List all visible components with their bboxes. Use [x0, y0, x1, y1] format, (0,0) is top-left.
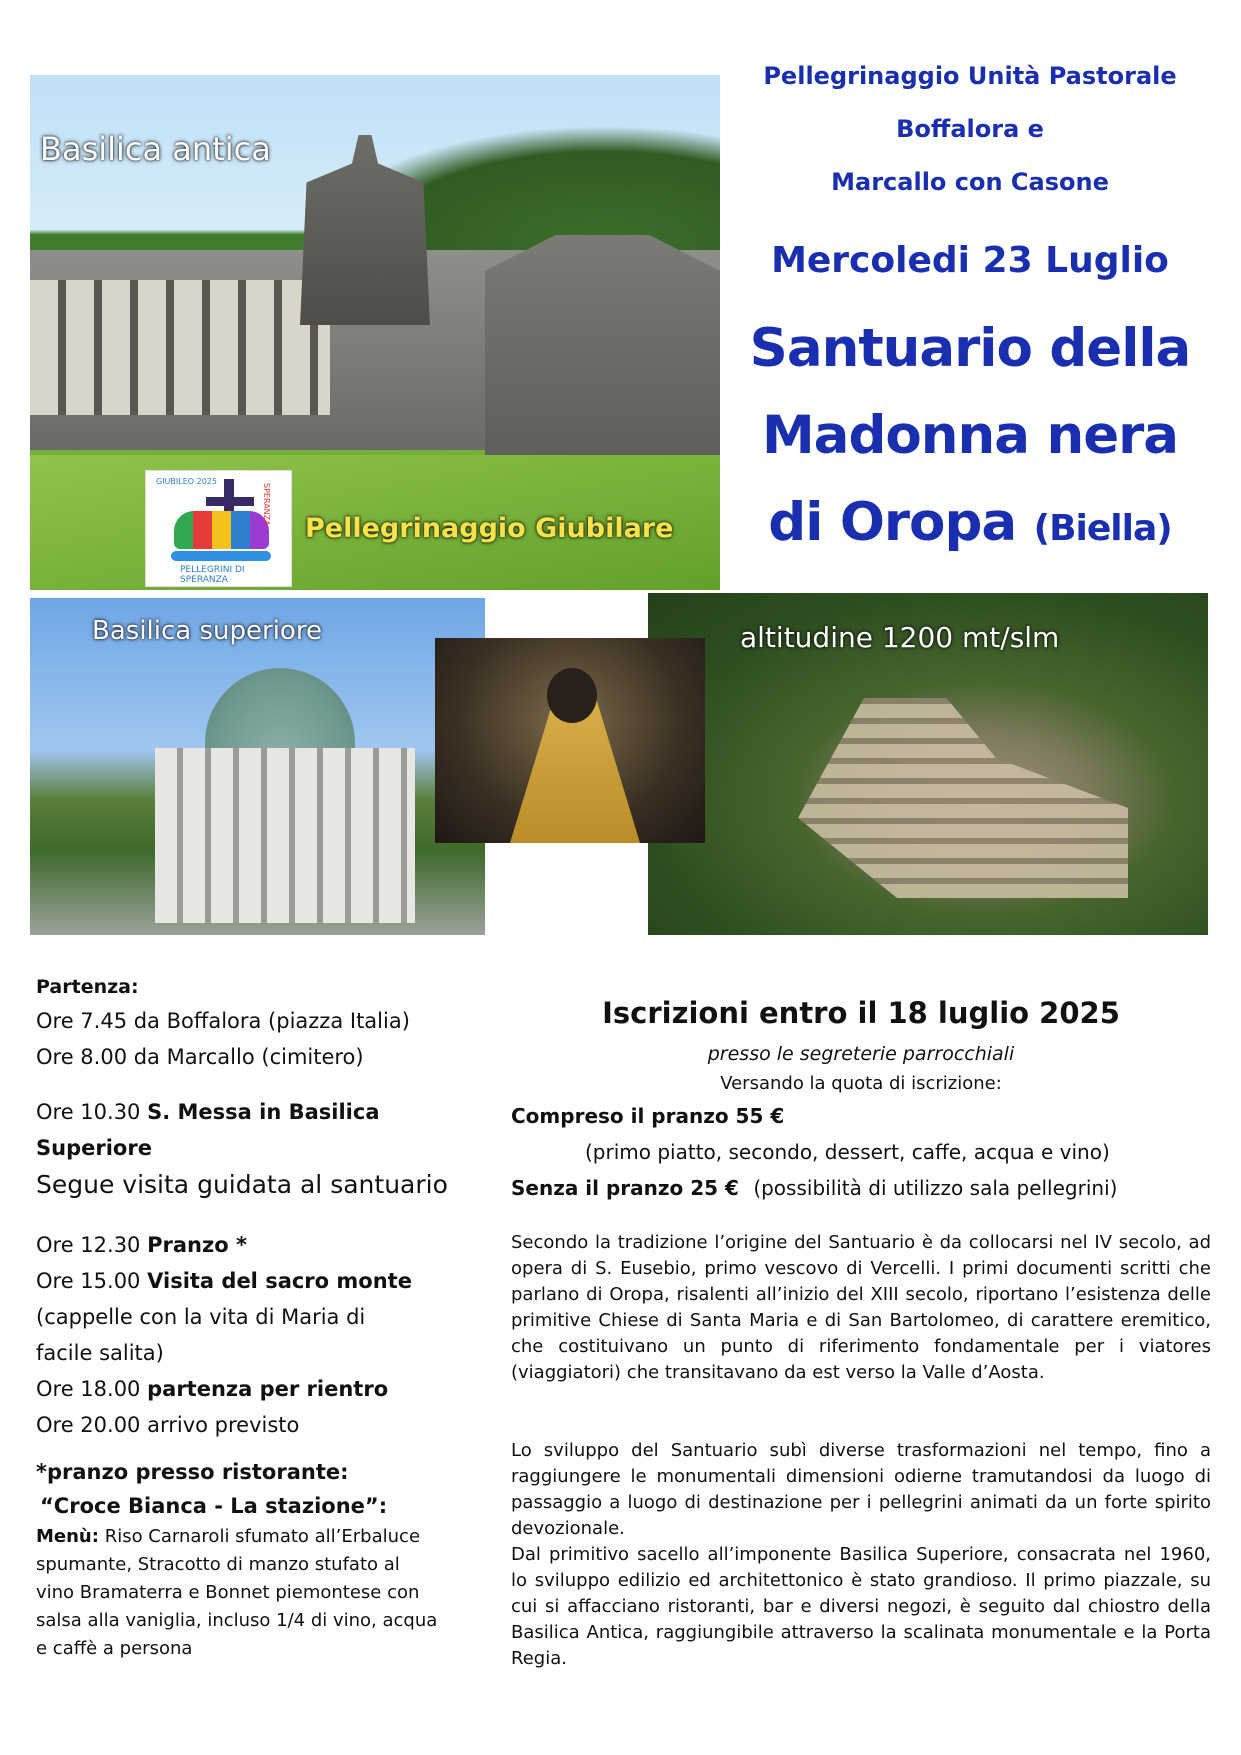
- logo-text-side: SPERANZA: [262, 483, 271, 526]
- sacro-note-1: (cappelle con la vita di Maria di: [36, 1305, 366, 1329]
- caption-pellegrinaggio-giubilare: Pellegrinaggio Giubilare: [305, 513, 674, 544]
- header-line-3: Marcallo con Casone: [831, 168, 1109, 196]
- photo-aerial-oropa: [648, 593, 1208, 935]
- photo-basilica-antica: [30, 75, 720, 590]
- logo-text-top: GIUBILEO 2025: [156, 477, 217, 486]
- price-without-lunch: Senza il pranzo 25 €: [511, 1176, 739, 1200]
- basilica-facade: [155, 748, 415, 923]
- arrivo-line: Ore 20.00 arrivo previsto: [36, 1413, 300, 1437]
- price-with-lunch-note: (primo piatto, secondo, dessert, caffe, acqua e vino): [585, 1140, 1110, 1164]
- cloister-arcade: [30, 280, 330, 415]
- storia-paragraph-2: Lo sviluppo del Santuario subì diverse trasformazioni nel tempo, fino a raggiungere le monumentali dimensioni odierne tramutandosi da luogo di passaggio a luogo di destinazione per i pellegrini animati da un forte spirito devozionale.: [511, 1440, 1211, 1539]
- price-without-lunch-note: (possibilità di utilizzo sala pellegrini): [753, 1176, 1118, 1200]
- departure-marcallo: Ore 8.00 da Marcallo (cimitero): [36, 1045, 364, 1069]
- storia-paragraph-3: Dal primitivo sacello all’imponente Basilica Superiore, consacrata nel 1960, lo sviluppo edilizio ed architettonico è stato grandioso. Il primo piazzale, su cui si affacciano ristoranti, bar e diversi negozi, è seguito dal chiostro della Basilica Antica, raggiungibile attraverso la scalinata monumentale e la Porta Regia.: [511, 1544, 1211, 1669]
- visita-guidata: Segue visita guidata al santuario: [36, 1170, 448, 1199]
- sacro-note-2: facile salita): [36, 1341, 164, 1365]
- title-biella: (Biella): [1033, 508, 1172, 549]
- title-line-1: Santuario della: [749, 318, 1191, 379]
- pranzo-title: Pranzo *: [147, 1233, 247, 1257]
- ristorante-label: *pranzo presso ristorante:: [36, 1460, 349, 1484]
- sacro-time: Ore 15.00: [36, 1269, 141, 1293]
- menu-line-4: salsa alla vaniglia, incluso 1/4 di vino, acqua: [36, 1610, 438, 1631]
- price-without-lunch-line: [511, 1176, 1117, 1200]
- menu-line-3: vino Bramaterra e Bonnet piemontese con: [36, 1582, 420, 1603]
- ristorante-name: “Croce Bianca - La stazione”:: [40, 1494, 388, 1518]
- menu-line-5: e caffè a persona: [36, 1638, 193, 1659]
- caption-basilica-antica: Basilica antica: [40, 130, 271, 168]
- sacro-line: [36, 1269, 412, 1293]
- header-line-1: Pellegrinaggio Unità Pastorale: [763, 62, 1177, 90]
- storia-paragraph-1: Secondo la tradizione l’origine del Santuario è da collocarsi nel IV secolo, ad opera di S. Eusebio, primo vescovo di Vercelli. I primi documenti scritti che parlano di Oropa, risalenti all’inizio del XIII secolo, riportano l’esistenza delle primitive Chiese di Santa Maria e di San Bartolomeo, di carattere eremitico, che costituivano un punto di riferimento fondamentale per i viatores (viaggiatori) che transitavano da est verso la Valle d’Aosta.: [511, 1232, 1211, 1383]
- caption-basilica-superiore: Basilica superiore: [92, 616, 322, 646]
- messa-line: [36, 1100, 380, 1124]
- pranzo-time: Ore 12.30: [36, 1233, 141, 1257]
- iscrizioni-subtitle: presso le segreterie parrocchiali: [707, 1043, 1015, 1065]
- title-line-2: Madonna nera: [761, 405, 1179, 466]
- title-line-3: [722, 492, 1218, 553]
- logo-pilgrims-icon: [174, 511, 269, 549]
- title-oropa: di Oropa: [768, 492, 1017, 553]
- rientro-title: partenza per rientro: [147, 1377, 389, 1401]
- menu-line-1: [36, 1526, 420, 1547]
- messa-title-2: Superiore: [36, 1136, 152, 1160]
- iscrizioni-title: Iscrizioni entro il 18 luglio 2025: [602, 996, 1120, 1030]
- menu-text-1: Riso Carnaroli sfumato all’Erbaluce: [104, 1526, 421, 1547]
- departure-boffalora: Ore 7.45 da Boffalora (piazza Italia): [36, 1009, 410, 1033]
- photo-madonna-nera: [435, 638, 705, 843]
- partenza-label: Partenza:: [36, 976, 139, 998]
- sanctuary-complex: [798, 698, 1128, 898]
- menu-label: Menù:: [36, 1526, 99, 1547]
- event-date: Mercoledi 23 Luglio: [771, 240, 1169, 281]
- caption-altitudine: altitudine 1200 mt/slm: [740, 621, 1060, 654]
- menu-line-2: spumante, Stracotto di manzo stufato al: [36, 1554, 400, 1575]
- pranzo-line: [36, 1233, 247, 1257]
- logo-text-bottom: PELLEGRINI DI SPERANZA: [180, 565, 245, 585]
- rientro-time: Ore 18.00: [36, 1377, 141, 1401]
- header-line-2: Boffalora e: [896, 115, 1044, 143]
- logo-cross-bar: [206, 497, 254, 506]
- quota-label: Versando la quota di iscrizione:: [720, 1073, 1002, 1094]
- photo-basilica-superiore: [30, 598, 485, 935]
- price-with-lunch: Compreso il pranzo 55 €: [511, 1104, 785, 1128]
- sacro-title: Visita del sacro monte: [147, 1269, 412, 1293]
- messa-time: Ore 10.30: [36, 1100, 141, 1124]
- messa-title: S. Messa in Basilica: [147, 1100, 380, 1124]
- rientro-line: [36, 1377, 388, 1401]
- giubileo-logo: [145, 470, 292, 587]
- logo-wave-icon: [171, 551, 271, 561]
- madonna-face: [547, 668, 597, 723]
